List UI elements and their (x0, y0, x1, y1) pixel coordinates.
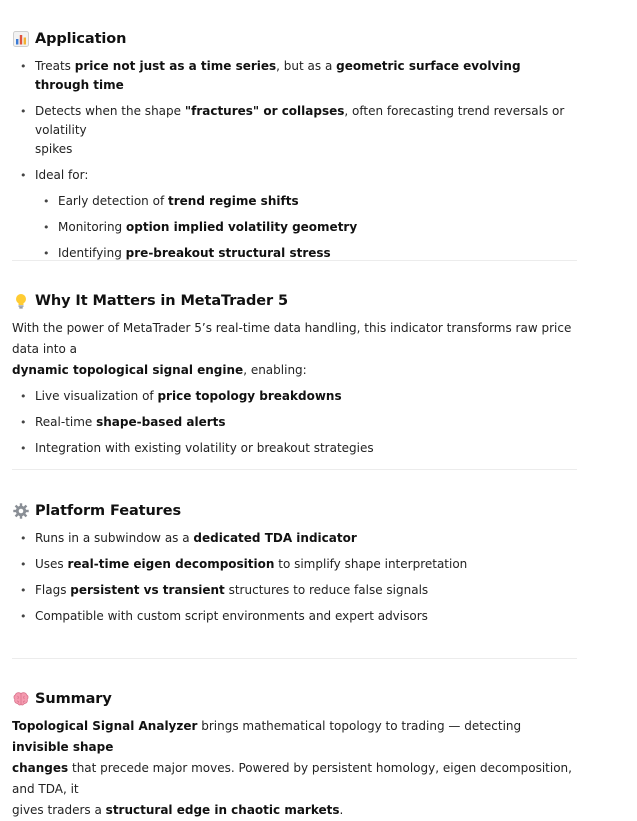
features-section (12, 502, 577, 626)
list-item: • Runs in a subwindow as a dedicated TDA indicator (12, 529, 577, 548)
why-title: Why It Matters in MetaTrader 5 (35, 293, 288, 309)
list-item: • Uses real-time eigen decomposition to simplify shape interpretation (12, 555, 577, 574)
application-title: Application (35, 31, 127, 47)
sub-list-item: • Monitoring option implied volatility geometry (12, 218, 577, 237)
list-item: • Ideal for: (12, 166, 577, 185)
why-section (12, 292, 577, 458)
application-section (12, 30, 577, 263)
list-item: • Compatible with custom script environments and expert advisors (12, 607, 577, 626)
bar-chart-icon (12, 30, 30, 48)
section-divider (12, 260, 577, 261)
summary-text: Topological Signal Analyzer brings mathematical topology to trading — detecting invisible shape changes that precede major moves. Powered by persistent homology, eigen decomposition, and TDA, it gives traders a structural edge in chaotic markets. (12, 719, 572, 817)
features-list (12, 529, 577, 626)
list-item: • Real-time shape-based alerts (12, 413, 577, 432)
lightbulb-icon (12, 292, 30, 310)
list-item: • Live visualization of price topology breakdowns (12, 387, 577, 406)
why-heading (12, 292, 577, 310)
why-list (12, 387, 577, 458)
list-item: • Flags persistent vs transient structures to reduce false signals (12, 581, 577, 600)
summary-section (12, 690, 577, 821)
sub-list-item: • Identifying pre-breakout structural stress (12, 244, 577, 263)
summary-heading (12, 690, 577, 708)
features-heading (12, 502, 577, 520)
features-title: Platform Features (35, 503, 181, 519)
section-divider (12, 658, 577, 659)
summary-title: Summary (35, 691, 112, 707)
application-heading (12, 30, 577, 48)
application-list (12, 57, 577, 263)
why-intro: With the power of MetaTrader 5’s real-time data handling, this indicator transforms raw price data into a dynamic topological signal engine, enabling: (12, 321, 572, 377)
sub-list-item: • Early detection of trend regime shifts (12, 192, 577, 211)
brain-icon (12, 690, 30, 708)
section-divider (12, 469, 577, 470)
list-item: • Integration with existing volatility or breakout strategies (12, 439, 577, 458)
list-item: • Detects when the shape "fractures" or collapses, often forecasting trend reversals or volatility spikes (12, 102, 577, 159)
gear-icon (12, 502, 30, 520)
list-item: • Treats price not just as a time series, but as a geometric surface evolving through time (12, 57, 577, 95)
